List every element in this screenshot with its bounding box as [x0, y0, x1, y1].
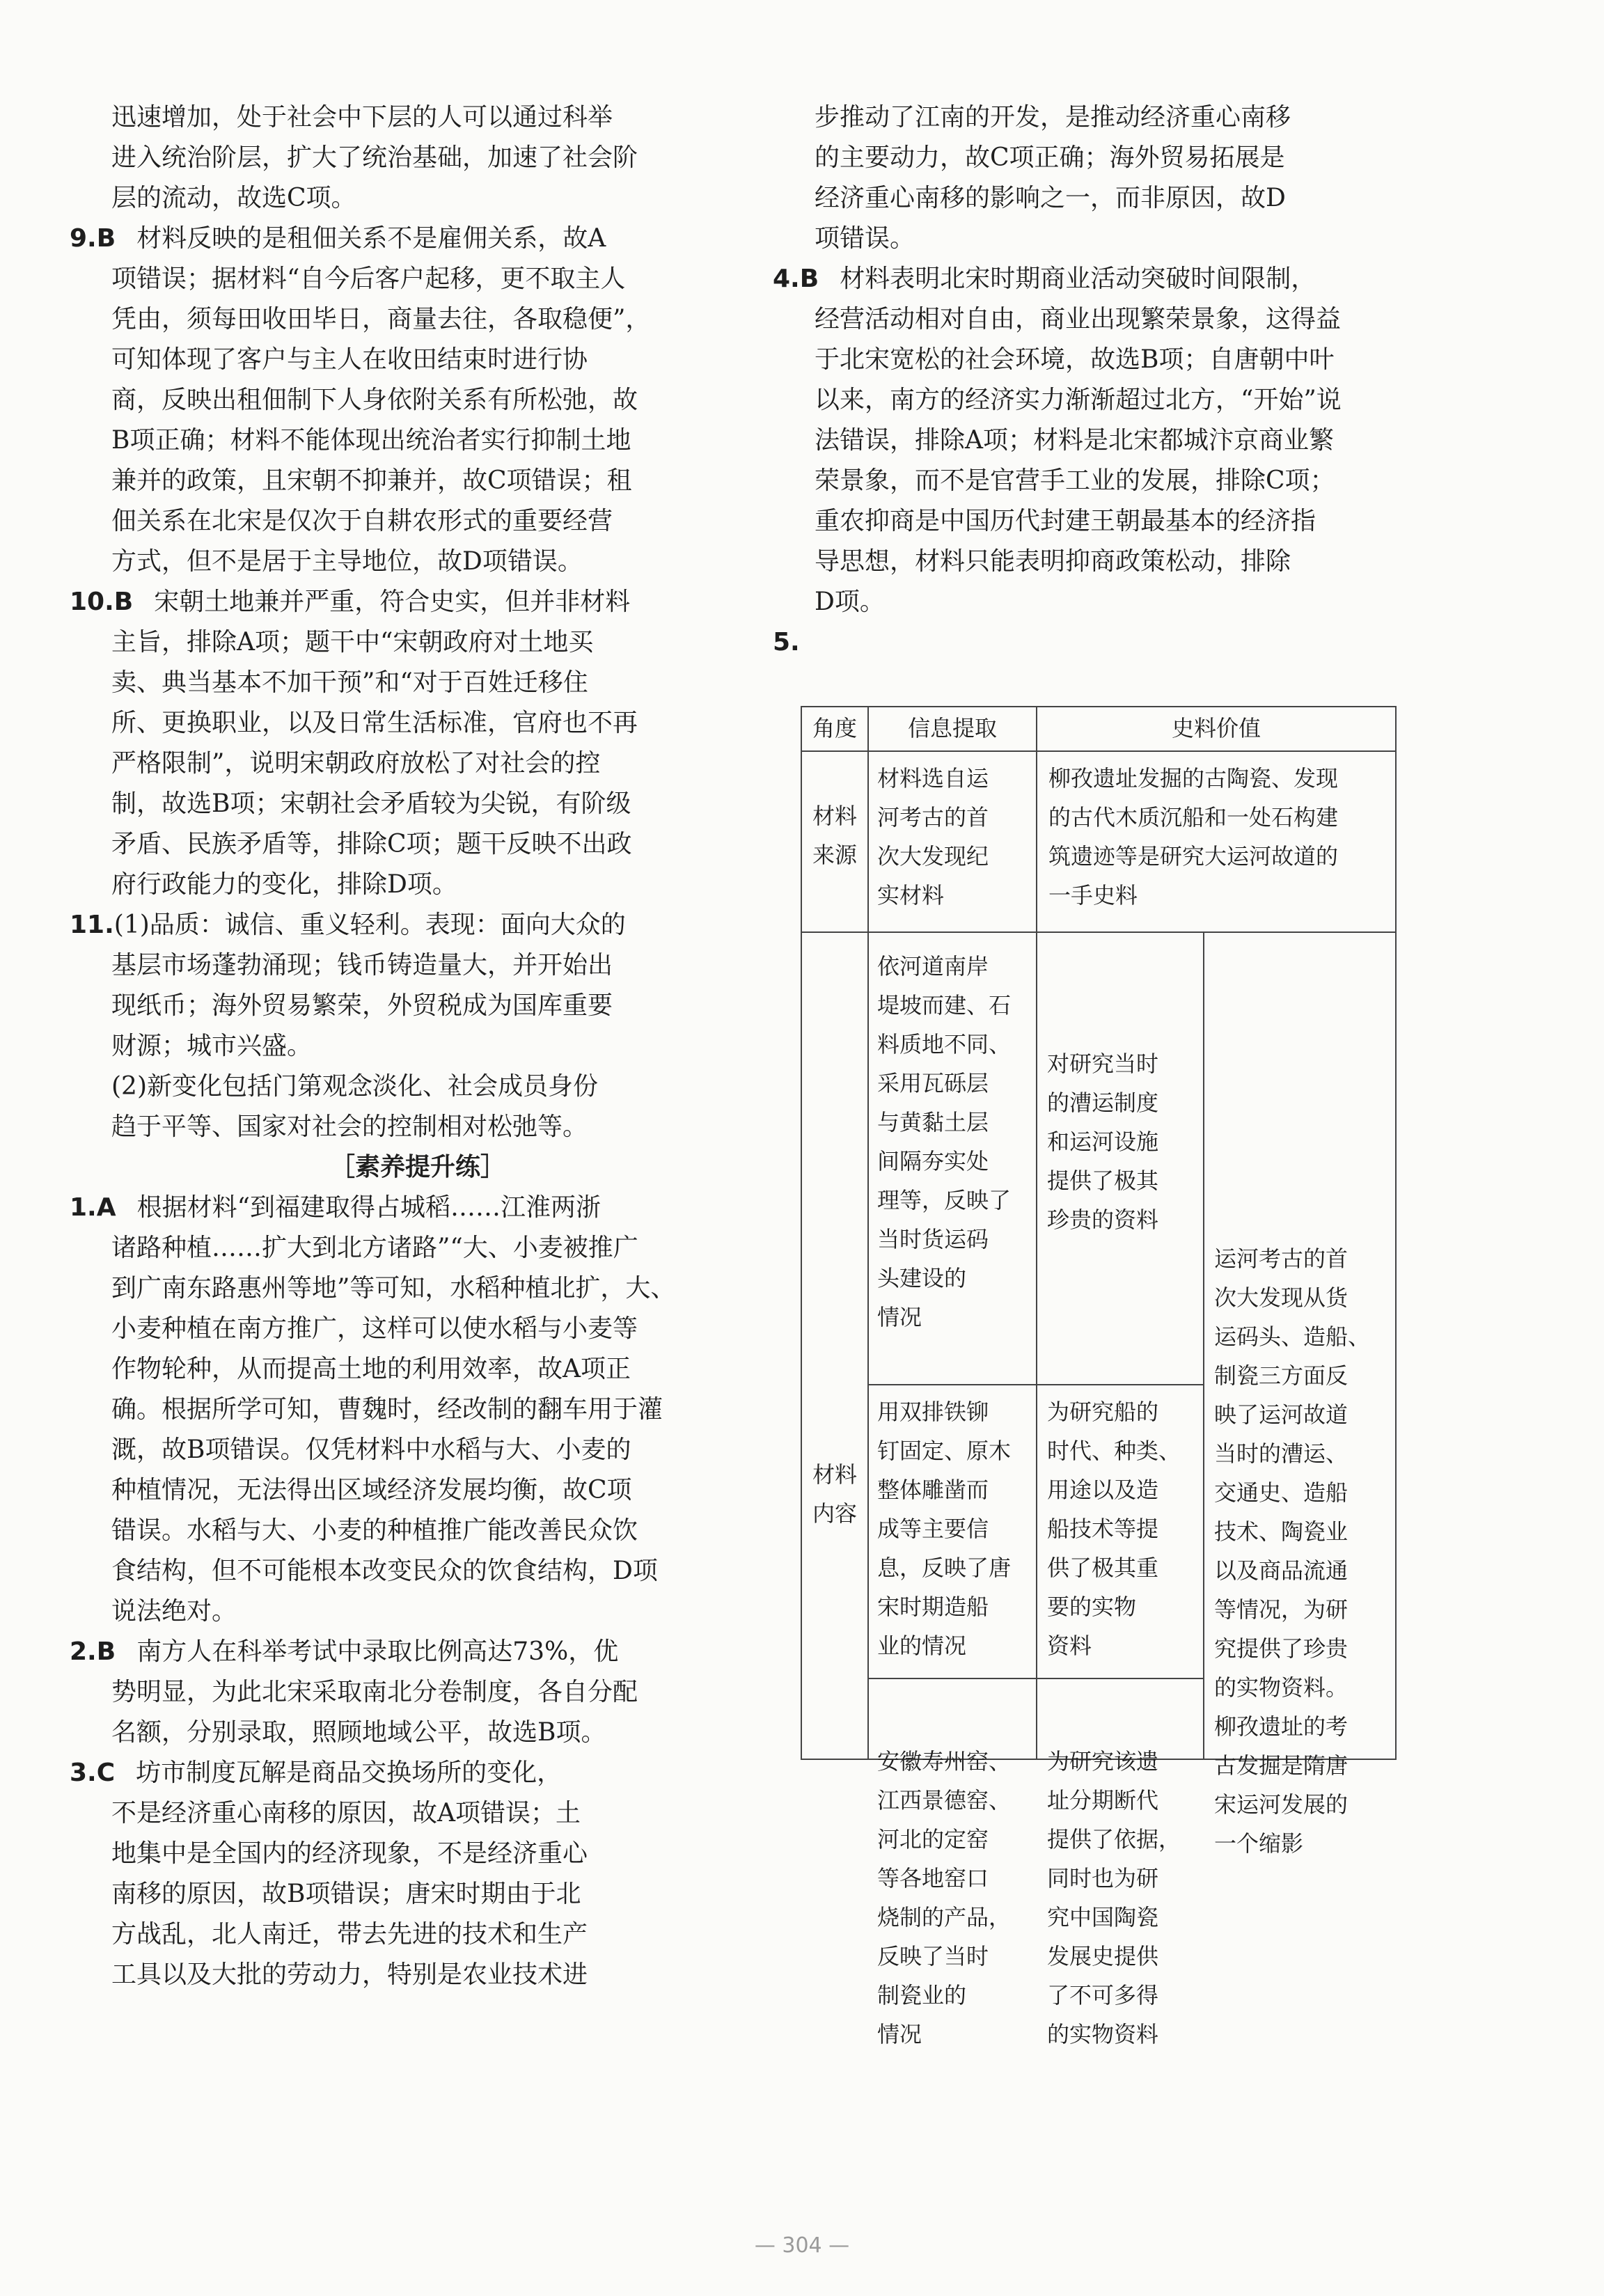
text-line: 基层市场蓬勃涌现；钱币铸造量大，并开始出: [111, 951, 613, 980]
text-line: 次大发现从货: [1214, 1284, 1349, 1311]
text-line: 当时的漕运、: [1214, 1440, 1349, 1467]
text-line: 步推动了江南的开发，是推动经济重心南移: [815, 103, 1291, 132]
text-line: 宋时期造船: [877, 1594, 989, 1620]
text-line: 依河道南岸: [877, 953, 989, 980]
question-first-line: [70, 905, 766, 945]
text-line: 项错误；据材料“自今后客户起移，更不取主人: [111, 265, 626, 293]
text-line: 次大发现纪: [877, 843, 989, 870]
text-line: D项。: [815, 588, 885, 616]
text-line: 运码头、造船、: [1214, 1323, 1371, 1350]
text-line: 佃关系在北宋是仅次于自耕农形式的重要经营: [111, 507, 613, 535]
row2-value: [1037, 1385, 1204, 1679]
text-line: 的古代木质沉船和一处石构建: [1048, 804, 1339, 831]
answer-letter: B: [96, 224, 116, 253]
source-analysis-table: [801, 706, 1397, 2047]
text-line: 确。根据所学可知，曹魏时，经改制的翻车用于灌: [111, 1395, 663, 1424]
source-value: [1037, 752, 1395, 933]
text-line: 主旨，排除A项；题干中“宋朝政府对土地买: [111, 628, 594, 656]
text-line: 种植情况，无法得出区域经济发展均衡，故C项: [111, 1476, 632, 1504]
text-line: 息，反映了唐: [877, 1555, 1012, 1581]
text-line: 不是经济重心南移的原因，故A项错误；土: [111, 1799, 581, 1827]
text-line: 了不可多得: [1047, 1982, 1159, 2008]
text-line: 为研究该遗: [1047, 1748, 1159, 1775]
text-line: 江西景德窑、: [877, 1787, 1012, 1814]
question-10: [70, 582, 766, 905]
text-line: 内容: [812, 1500, 857, 1527]
text-line: 反映了当时: [877, 1943, 989, 1969]
text-line: 矛盾、民族矛盾等，排除C项；题干反映不出政: [111, 830, 632, 858]
text-line: 南移的原因，故B项错误；唐宋时期由于北: [111, 1880, 581, 1908]
row2-info: [869, 1385, 1037, 1679]
section-title: ［素养提升练］: [329, 1153, 505, 1181]
text-line: 址分期断代: [1047, 1787, 1159, 1814]
text-line: 溉，故B项错误。仅凭材料中水稻与大、小麦的: [111, 1436, 631, 1464]
text-line: 成等主要信: [877, 1516, 989, 1542]
text-line: 势明显，为此北宋采取南北分卷制度，各自分配: [111, 1678, 638, 1706]
header-value: 史料价值: [1037, 707, 1395, 752]
text-line: 映了运河故道: [1214, 1401, 1349, 1428]
text-line: 同时也为研: [1047, 1865, 1159, 1892]
text-line: 的实物资料: [1047, 2021, 1159, 2047]
content-label: [802, 933, 869, 1759]
text-line: 情况: [877, 1304, 922, 1330]
text-line: 采用瓦砾层: [877, 1070, 989, 1096]
text-line: 间隔夯实处: [877, 1148, 989, 1174]
text-line: 一个缩影: [1214, 1830, 1304, 1857]
question-first-line: [70, 1632, 766, 1672]
text-line: 烧制的产品，: [877, 1904, 1012, 1931]
text-line: 河北的定窑: [877, 1826, 989, 1853]
text-line: 可知体现了客户与主人在收田结束时进行协: [111, 345, 588, 374]
text-line: 供了极其重: [1047, 1555, 1159, 1581]
left-column: [70, 97, 766, 1995]
text-line: 错误。水稻与大、小麦的种植推广能改善民众饮: [111, 1516, 638, 1545]
text-line: 柳孜遗址的考: [1214, 1713, 1349, 1740]
text-line: 诸路种植……扩大到北方诸路”“大、小麦被推广: [111, 1234, 638, 1262]
text-line: 地集中是全国内的经济现象，不是经济重心: [111, 1839, 588, 1868]
question-text: 南方人在科举考试中录取比例高达73%，优: [136, 1637, 619, 1666]
answer-letter: B: [96, 1637, 116, 1666]
text-line: 凭由，须每田收田毕日，商量去往，各取稳便”，: [111, 305, 651, 333]
text-line: 对研究当时: [1047, 1051, 1159, 1077]
question-first-line: [773, 259, 1469, 299]
skill-question-4: [773, 259, 1469, 622]
row3-value: [1037, 1679, 1204, 2047]
text-line: 方式，但不是居于主导地位，故D项错误。: [111, 547, 583, 576]
text-line: 整体雕凿而: [877, 1477, 989, 1503]
question-first-line: [70, 1188, 766, 1228]
row1-info: [869, 933, 1037, 1385]
question-number: 2.: [70, 1637, 97, 1666]
text-line: 当时货运码: [877, 1226, 989, 1252]
question-text: (1)品质：诚信、重义轻利。表现：面向大众的: [113, 911, 626, 939]
text-line: 筑遗迹等是研究大运河故道的: [1048, 843, 1339, 870]
text-line: 以来，南方的经济实力渐渐超过北方，“开始”说: [815, 386, 1342, 414]
text-line: 名额，分别录取，照顾地域公平，故选B项。: [111, 1718, 606, 1747]
right-continuation: [773, 97, 1469, 259]
text-line: 实材料: [877, 882, 945, 909]
question-text: 坊市制度瓦解是商品交换场所的变化，: [136, 1759, 563, 1787]
skill-question-2: [70, 1632, 766, 1753]
text-line: 法错误，排除A项；材料是北宋都城汴京商业繁: [815, 426, 1334, 455]
text-line: 来源: [812, 842, 857, 868]
header-angle: 角度: [802, 707, 869, 752]
text-line: 资料: [1047, 1633, 1092, 1659]
text-line: 进入统治阶层，扩大了统治基础，加速了社会阶: [111, 143, 638, 172]
text-line: B项正确；材料不能体现出统治者实行抑制土地: [111, 426, 631, 455]
text-line: (2)新变化包括门第观念淡化、社会成员身份: [111, 1072, 598, 1101]
text-line: 等各地窑口: [877, 1865, 989, 1892]
text-line: 用双排铁铆: [877, 1399, 989, 1425]
text-line: 趋于平等、国家对社会的控制相对松弛等。: [111, 1112, 588, 1141]
answer-letter: B: [799, 265, 819, 293]
text-line: 宋运河发展的: [1214, 1791, 1349, 1818]
text-line: 食结构，但不可能根本改变民众的饮食结构，D项: [111, 1557, 658, 1585]
text-line: 理等，反映了: [877, 1187, 1012, 1213]
text-line: 于北宋宽松的社会环境，故选B项；自唐朝中叶: [815, 345, 1335, 374]
row3-info: [869, 1679, 1037, 2047]
text-line: 与黄黏土层: [877, 1109, 989, 1135]
text-line: 方战乱，北人南迁，带去先进的技术和生产: [111, 1920, 588, 1949]
text-line: 项错误。: [815, 224, 915, 253]
question-number: 5.: [773, 628, 800, 656]
text-line: 到广南东路惠州等地”等可知，水稻种植北扩，大、: [111, 1274, 676, 1303]
question-number: 3.: [70, 1759, 97, 1787]
text-line: 工具以及大批的劳动力，特别是农业技术进: [111, 1960, 588, 1989]
text-line: 业的情况: [877, 1633, 967, 1659]
text-line: 商，反映出租佃制下人身依附关系有所松弛，故: [111, 386, 638, 414]
text-line: 为研究船的: [1047, 1399, 1159, 1425]
question-9: [70, 219, 766, 582]
text-line: 以及商品流通: [1214, 1557, 1349, 1584]
text-line: 所、更换职业，以及日常生活标准，官府也不再: [111, 709, 638, 737]
skill-question-5: [773, 622, 1469, 663]
text-line: 作物轮种，从而提高土地的利用效率，故A项正: [111, 1355, 631, 1383]
text-line: 古发掘是隋唐: [1214, 1752, 1349, 1779]
question-first-line: [70, 1753, 766, 1793]
text-line: 制瓷三方面反: [1214, 1362, 1349, 1389]
text-line: 导思想，材料只能表明抑商政策松动，排除: [815, 547, 1291, 576]
source-info: [869, 752, 1037, 933]
text-line: 说法绝对。: [111, 1597, 237, 1626]
right-column: [773, 97, 1469, 663]
skill-question-1: [70, 1188, 766, 1632]
text-line: 料质地不同、: [877, 1031, 1012, 1057]
text-line: 制，故选B项；宋朝社会矛盾较为尖锐，有阶级: [111, 789, 631, 818]
text-line: 严格限制”，说明宋朝政府放松了对社会的控: [111, 749, 601, 778]
text-line: 材料: [812, 803, 857, 829]
text-line: 的主要动力，故C项正确；海外贸易拓展是: [815, 143, 1285, 172]
question-text: 宋朝土地兼并严重，符合史实，但并非材料: [154, 588, 631, 616]
text-line: 材料: [812, 1461, 857, 1488]
text-line: 技术、陶瓷业: [1214, 1518, 1349, 1545]
text-line: 材料选自运: [877, 765, 989, 792]
header-info: 信息提取: [869, 707, 1037, 752]
text-line: 的实物资料。: [1214, 1674, 1349, 1701]
text-line: 船技术等提: [1047, 1516, 1159, 1542]
text-line: 柳孜遗址发掘的古陶瓷、发现: [1048, 765, 1339, 792]
question-text: 根据材料“到福建取得占城稻……江淮两浙: [136, 1193, 602, 1222]
text-line: 安徽寿州窑、: [877, 1748, 1012, 1775]
question-first-line: [70, 219, 766, 259]
question-text: 材料表明北宋时期商业活动突破时间限制，: [840, 265, 1316, 293]
text-line: 府行政能力的变化，排除D项。: [111, 870, 457, 899]
answer-letter: A: [96, 1193, 116, 1222]
text-line: 卖、典当基本不加干预”和“对于百姓迁移住: [111, 668, 588, 697]
question-11: [70, 905, 766, 1147]
text-line: 钉固定、原木: [877, 1438, 1012, 1464]
text-line: 运河考古的首: [1214, 1245, 1349, 1272]
text-line: 层的流动，故选C项。: [111, 184, 356, 212]
summary-value: [1204, 933, 1395, 1857]
text-line: 情况: [877, 2021, 922, 2047]
left-continuation: [70, 97, 766, 219]
answer-letter: C: [96, 1759, 116, 1787]
text-line: 等情况，为研: [1214, 1596, 1349, 1623]
question-number: 9.: [70, 224, 97, 253]
text-line: 兼并的政策，且宋朝不抑兼并，故C项错误；租: [111, 466, 632, 495]
text-line: 时代、种类、: [1047, 1438, 1181, 1464]
text-line: 要的实物: [1047, 1594, 1137, 1620]
text-line: 头建设的: [877, 1265, 967, 1291]
text-line: 荣景象，而不是官营手工业的发展，排除C项；: [815, 466, 1335, 495]
source-label: [802, 752, 869, 933]
text-line: 堤坡而建、石: [877, 992, 1012, 1019]
text-line: 用途以及造: [1047, 1477, 1159, 1503]
text-line: 提供了依据，: [1047, 1826, 1181, 1853]
question-text: 材料反映的是租佃关系不是雇佣关系，故A: [136, 224, 606, 253]
text-line: 一手史料: [1048, 882, 1138, 909]
question-number: 11.: [70, 911, 114, 939]
answer-letter: B: [113, 588, 134, 616]
text-line: 重农抑商是中国历代封建王朝最基本的经济指: [815, 507, 1316, 535]
question-number: 4.: [773, 265, 800, 293]
question-number: 10.: [70, 588, 114, 616]
text-line: 现纸币；海外贸易繁荣，外贸税成为国库重要: [111, 991, 613, 1020]
text-line: 发展史提供: [1047, 1943, 1159, 1969]
text-line: 财源；城市兴盛。: [111, 1032, 313, 1060]
text-line: 交通史、造船: [1214, 1479, 1349, 1506]
skill-question-3: [70, 1753, 766, 1995]
text-line: 珍贵的资料: [1047, 1206, 1159, 1233]
text-line: 小麦种植在南方推广，这样可以使水稻与小麦等: [111, 1314, 638, 1343]
text-line: 究中国陶瓷: [1047, 1904, 1159, 1931]
text-line: 究提供了珍贵: [1214, 1635, 1349, 1662]
text-line: 迅速增加，处于社会中下层的人可以通过科举: [111, 103, 613, 132]
row1-value: [1037, 933, 1204, 1385]
text-line: 经济重心南移的影响之一，而非原因，故D: [815, 184, 1286, 212]
text-line: 经营活动相对自由，商业出现繁荣景象，这得益: [815, 305, 1342, 333]
text-line: 提供了极其: [1047, 1167, 1159, 1194]
question-number: 1.: [70, 1193, 97, 1222]
text-line: 和运河设施: [1047, 1129, 1159, 1155]
text-line: 制瓷业的: [877, 1982, 967, 2008]
question-first-line: [70, 582, 766, 622]
text-line: 河考古的首: [877, 804, 989, 831]
text-line: 的漕运制度: [1047, 1090, 1159, 1116]
page-number: — 304 —: [754, 2233, 850, 2258]
